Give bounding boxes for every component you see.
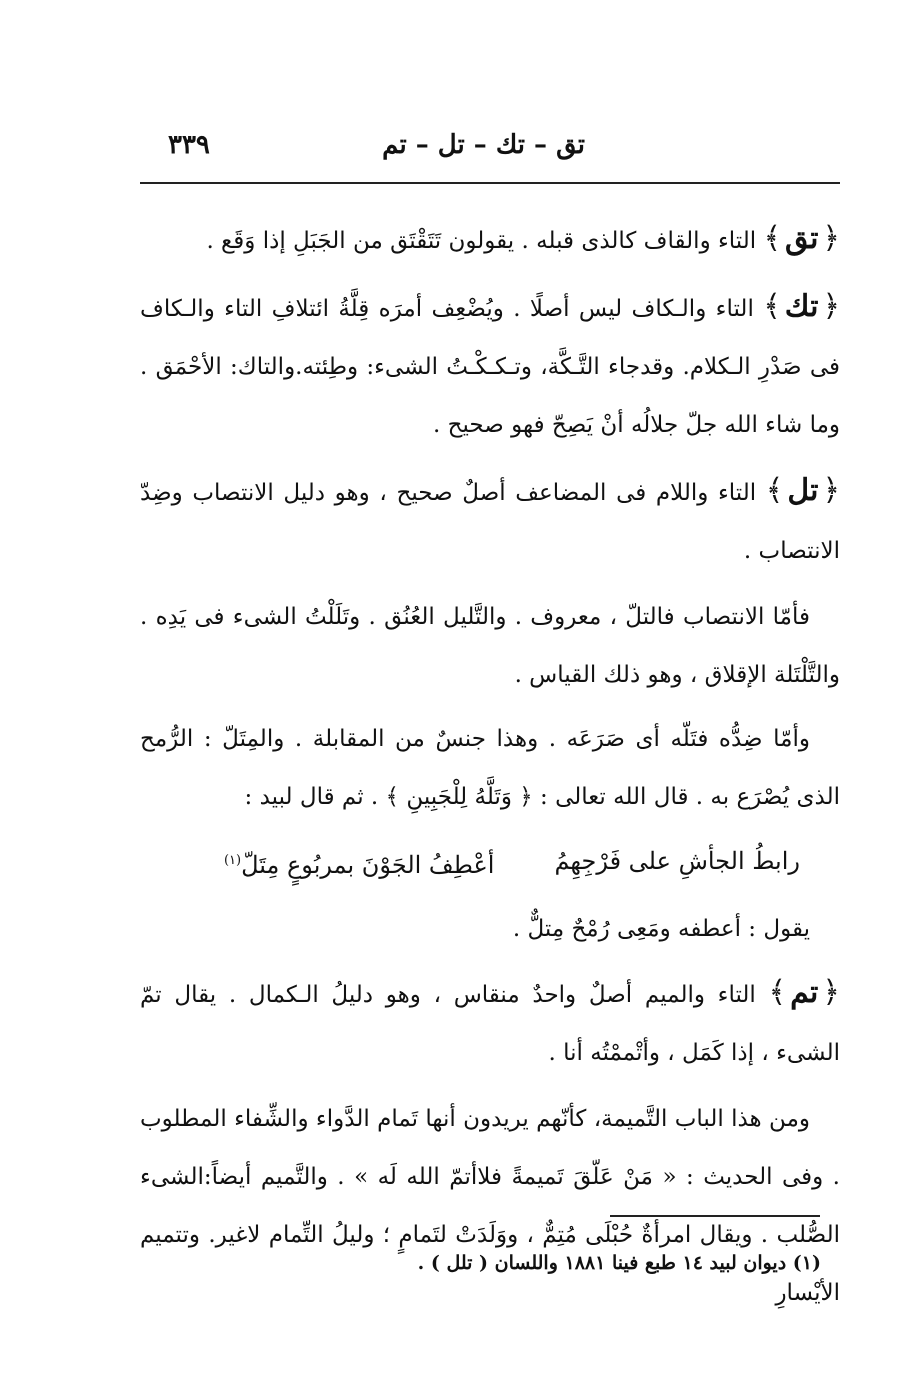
paragraph: يقول : أعطفه ومَعِى رُمْحٌ مِتلٌّ . [512, 916, 810, 942]
paragraph: وأمّا ضِدُّه فتَلّه أى صَرَعَه . وهذا جنسٌ من المقابلة . والمِتَلّ : الرُّمح الذى يُصْرَع به . قال الله تعالى : ﴿ وَتَلَّهُ لِلْجَبِينِ ﴾ . ثم قال لبيد : [140, 726, 840, 810]
entry-text: التاء واللام فى المضاعف أصلٌ صحيح ، وهو دليل الانتصاب وضِدّ الانتصاب . [140, 480, 840, 564]
paragraph: فأمّا الانتصاب فالتلّ ، معروف . والتَّليل العُنُق . وتَلَلْتُ الشىء فى يَدِه . والتَّلْتَلة الإقلاق ، وهو ذلك القياس . [140, 604, 840, 688]
entry-tk: ﴿تك﴾ التاء والـكاف ليس أصلًا . ويُضْعِف أمرَه قِلَّةُ ائتلافِ التاء والـكاف فى صَدْرِ الـكلام. وقدجاء التَّـكَّة، وتـكـكْـتُ الشىء: وطِئته.والتاك: الأحْمَق . وما شاء الله جلّ جلالُه أنْ يَصِحّ فهو صحيح . [140, 278, 840, 454]
verse-hemistich-1: رابطُ الجأشِ على فَرْجِهِمُ [554, 847, 800, 875]
entry-tm: ﴿تم﴾ التاء والميم أصلٌ واحدٌ منقاس ، وهو دليلُ الـكمال . يقال تمّ الشىء ، إذا كَمَل ، وأتْممْتُه أنا . [140, 964, 840, 1082]
verse-hemistich-2: أعْطِفُ الجَوْنَ بمربُوعٍ مِتَلّ$^{(١)}$ [223, 851, 495, 879]
footnote-marker: (١) [223, 853, 242, 868]
entry-text: التاء والـكاف ليس أصلًا . ويُضْعِف أمرَه قِلَّةُ ائتلافِ التاء والـكاف فى صَدْرِ الـكلام. وقدجاء التَّـكَّة، وتـكـكْـتُ الشىء: وطِئته.والتاك: الأحْمَق . وما شاء الله جلّ جلالُه أنْ يَصِحّ فهو صحيح . [140, 296, 840, 438]
header-rule [140, 182, 840, 184]
entry-text: التاء والقاف كالذى قبله . يقولون تَتَقْتَق من الجَبَلِ إذا وَقَع . [206, 228, 757, 254]
footnote-rule [610, 1215, 820, 1217]
footnote: (١) ديوان لبيد ١٤ طبع فينا ١٨٨١ واللسان ( تلل ) . [417, 1252, 821, 1274]
paragraph: ومن هذا الباب التَّميمة، كأنّهم يريدون أنها تَمام الدَّواء والشِّفاء المطلوب . وفى الحديث : « مَنْ عَلّقَ تَميمةً فلاأتمّ الله لَه » . والتَّميم أيضاً:الشىء الصُّلب . ويقال امرأةٌ حُبْلَى مُتِمٌّ ، ووَلَدَتْ لتَمامٍ ؛ وليلُ التِّمام لاغير. وتتميم الأيْسارِ [140, 1106, 840, 1306]
entry-root: تك [784, 289, 819, 324]
entry-tq: ﴿تق﴾ التاء والقاف كالذى قبله . يقولون تَتَقْتَق من الجَبَلِ إذا وَقَع . [140, 210, 840, 270]
entry-tl: ﴿تل﴾ التاء واللام فى المضاعف أصلٌ صحيح ، وهو دليل الانتصاب وضِدّ الانتصاب . [140, 462, 840, 580]
entry-root: تم [790, 975, 819, 1010]
page-number: ٣٣٩ [168, 130, 210, 160]
entry-text: التاء والميم أصلٌ واحدٌ منقاس ، وهو دليلُ الـكمال . يقال تمّ الشىء ، إذا كَمَل ، وأتْممْتُه أنا . [140, 982, 840, 1066]
entry-root: تق [785, 221, 819, 256]
page-header [140, 128, 840, 176]
document-body [140, 210, 840, 1328]
entry-root: تل [787, 473, 819, 508]
header-title: تق – تك – تل – تم [382, 130, 585, 160]
verse [140, 832, 840, 894]
